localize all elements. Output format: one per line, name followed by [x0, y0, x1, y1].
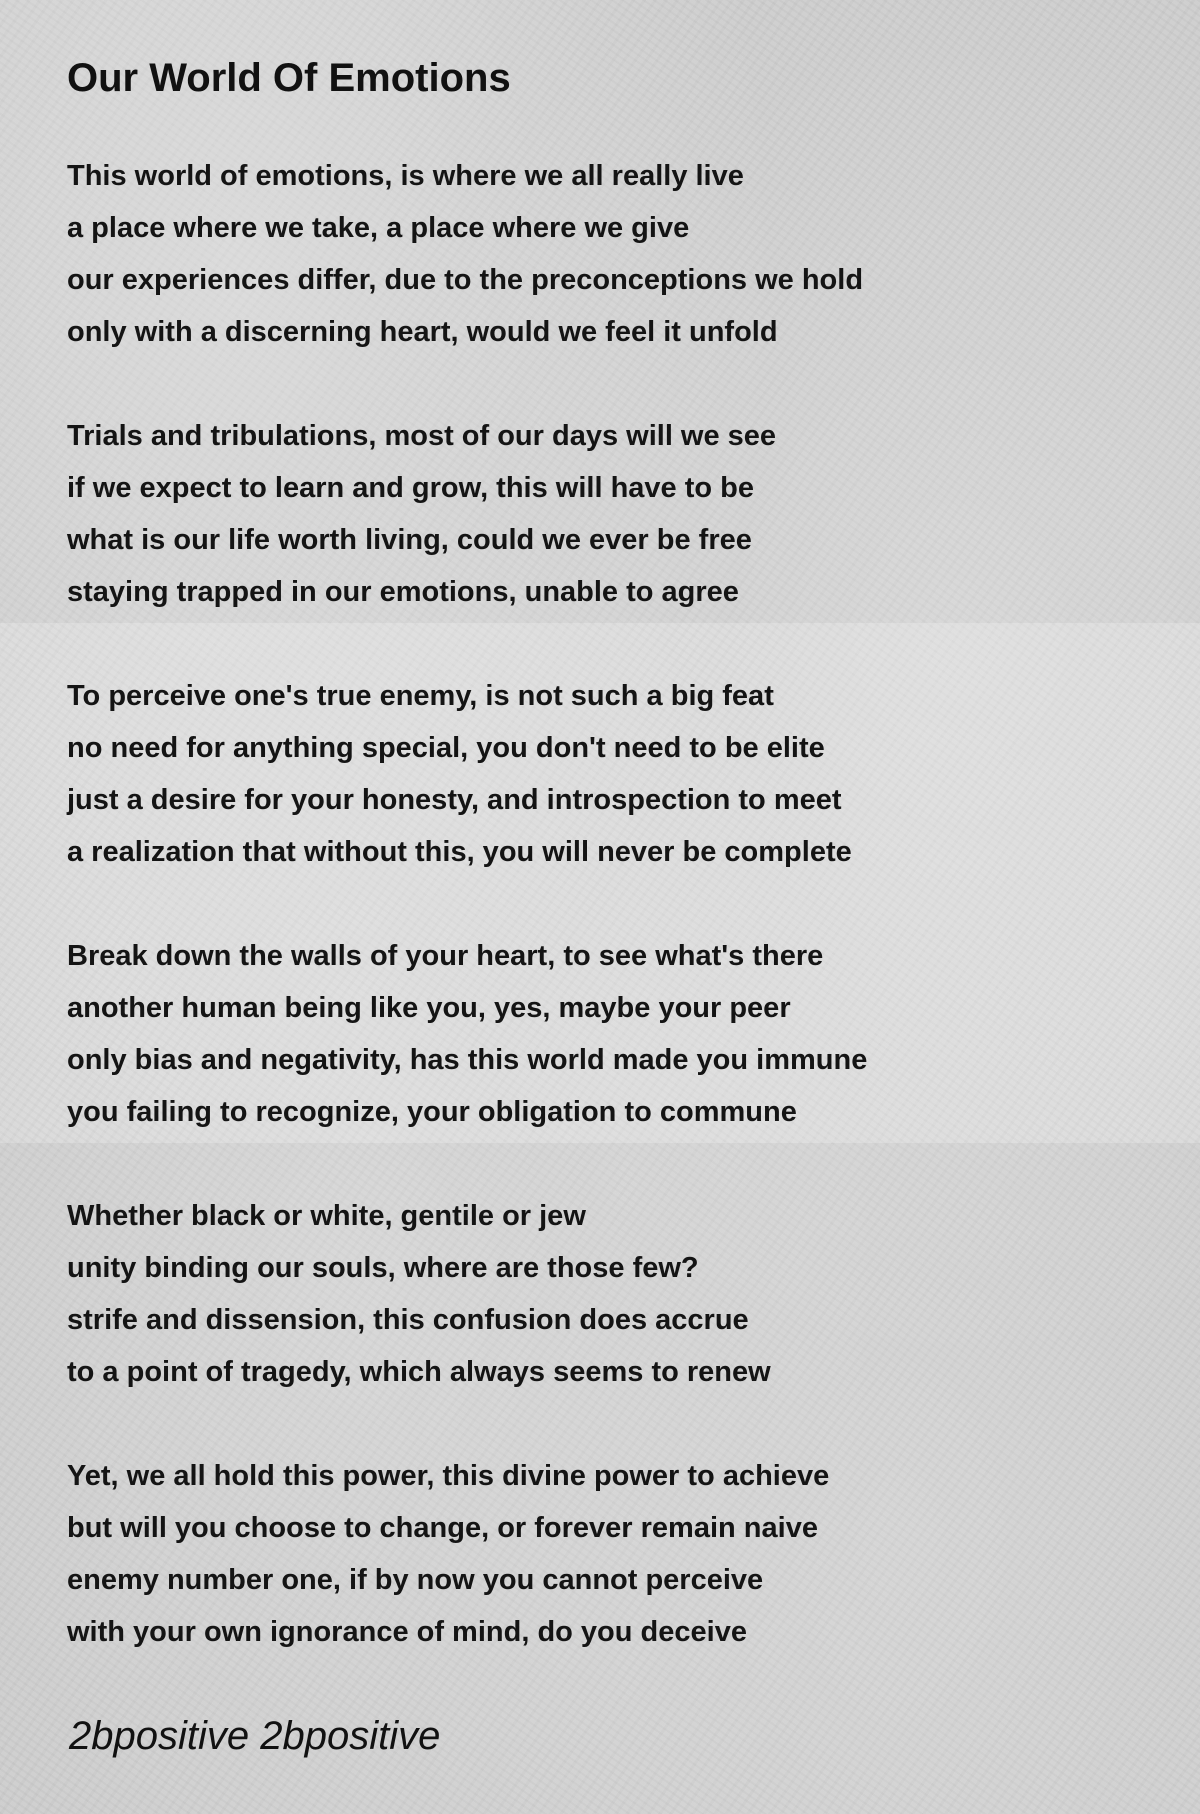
- poem-line: you failing to recognize, your obligation to commune: [67, 1096, 797, 1128]
- poem-line: To perceive one's true enemy, is not such a big feat: [67, 680, 774, 712]
- poem-line: Whether black or white, gentile or jew: [67, 1200, 586, 1232]
- poem-line: enemy number one, if by now you cannot perceive: [67, 1564, 764, 1596]
- poem-line: with your own ignorance of mind, do you deceive: [67, 1616, 747, 1648]
- poem-line: to a point of tragedy, which always seems to renew: [67, 1356, 771, 1388]
- poem-line: staying trapped in our emotions, unable to agree: [67, 576, 739, 608]
- poem-line: This world of emotions, is where we all really live: [67, 160, 744, 192]
- poem-line: what is our life worth living, could we ever be free: [67, 524, 752, 556]
- poem-author: 2bpositive 2bpositive: [69, 1714, 441, 1758]
- poem-title: Our World Of Emotions: [67, 56, 511, 100]
- poem-line: strife and dissension, this confusion does accrue: [67, 1304, 749, 1336]
- poem-body: [67, 150, 867, 1710]
- poem-line: just a desire for your honesty, and introspection to meet: [67, 784, 842, 816]
- poem-line: unity binding our souls, where are those few?: [67, 1252, 699, 1284]
- poem-line: Break down the walls of your heart, to see what's there: [67, 940, 824, 972]
- stanza-2: [67, 410, 867, 618]
- poem-line: but will you choose to change, or forever remain naive: [67, 1512, 818, 1544]
- stanza-4: [67, 930, 867, 1138]
- stanza-5: [67, 1190, 867, 1398]
- poem-line: another human being like you, yes, maybe your peer: [67, 992, 791, 1024]
- stanza-3: [67, 670, 867, 878]
- poem-line: only bias and negativity, has this world made you immune: [67, 1044, 868, 1076]
- poem-line: Yet, we all hold this power, this divine power to achieve: [67, 1460, 830, 1492]
- poem-line: a realization that without this, you will never be complete: [67, 836, 852, 868]
- stanza-6: [67, 1450, 867, 1658]
- poem-line: only with a discerning heart, would we feel it unfold: [67, 316, 778, 348]
- poem-line: no need for anything special, you don't need to be elite: [67, 732, 825, 764]
- poem-line: Trials and tribulations, most of our days will we see: [67, 420, 777, 452]
- poem-line: if we expect to learn and grow, this will have to be: [67, 472, 755, 504]
- poem-line: our experiences differ, due to the preconceptions we hold: [67, 264, 864, 296]
- poem-line: a place where we take, a place where we give: [67, 212, 690, 244]
- stanza-1: [67, 150, 867, 358]
